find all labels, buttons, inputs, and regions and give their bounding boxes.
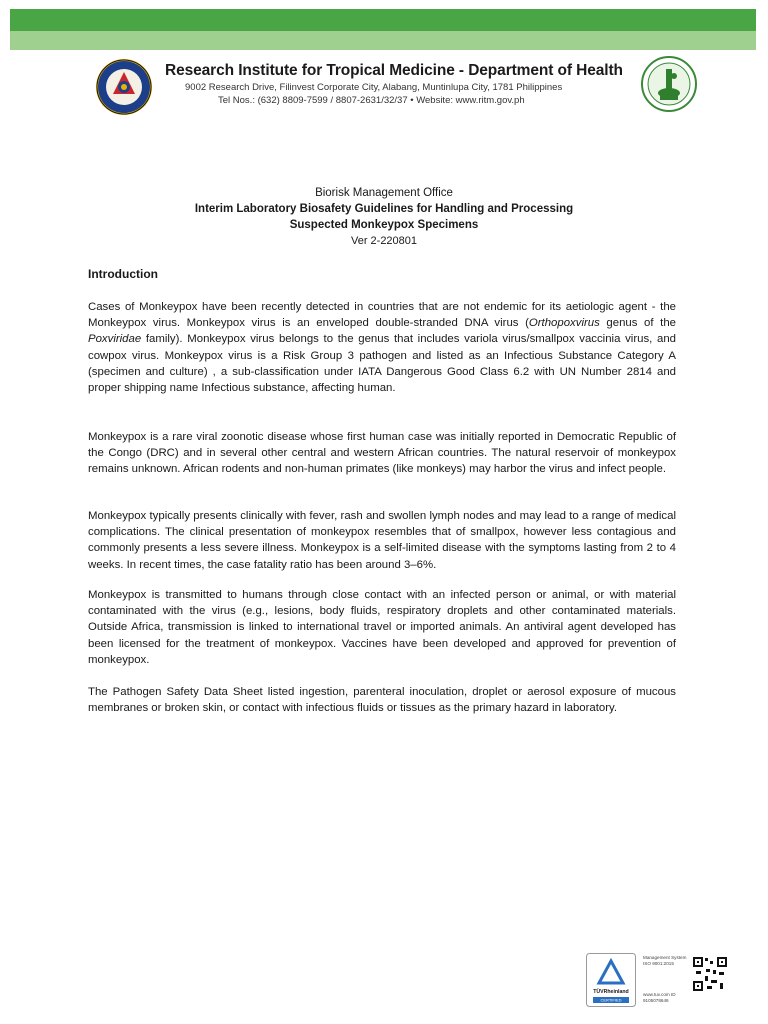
paragraph-1: Cases of Monkeypox have been recently detected in countries that are not endemic for its aetiologic agent - the Monkeypox virus. Monkeypox virus is an enveloped double-stranded DNA virus (Orthopoxvirus genus of the Poxviridae family). Monkeypox virus belongs to the genus that includes variola virus/smallpox vaccinia virus, and cowpox virus. Monkeypox virus is a Risk Group 3 pathogen and listed as an Infectious Substance Category A (specimen and culture) , a sub-classification under IATA Dangerous Good Class 6.2 with UN Number 2814 and proper shipping name Infectious substance, affecting human. bbox=[88, 301, 676, 395]
header-band-dark bbox=[10, 9, 756, 31]
tuv-certification-icon bbox=[586, 953, 636, 1007]
document-version: Ver 2-220801 bbox=[350, 235, 418, 247]
section-heading: Introduction bbox=[88, 267, 158, 281]
paragraph-3: Monkeypox typically presents clinically with fever, rash and swollen lymph nodes and may lead to a range of medical complications. The clinical presentation of monkeypox resembles that of smallpox, however less contagious and commonly presents a less severe illness. Monkeypox is a self-limited disease with the symptoms lasting from 2 to 4 weeks. In recent times, the case fatality ratio has been around 3–6%. bbox=[88, 510, 676, 571]
institution-name: Research Institute for Tropical Medicine - Department of Health bbox=[165, 62, 623, 79]
paragraph-2: Monkeypox is a rare viral zoonotic disease whose first human case was initially reported in Democratic Republic of the Congo (DRC) and in several other central and western African countries. The natural reservoir of monkeypox remains unknown. African rodents and non-human primates (like monkeys) may harbor the virus and infect people. bbox=[88, 431, 676, 476]
paragraph-4: Monkeypox is transmitted to humans through close contact with an infected person or animal, or with material contaminated with the virus (e.g., lesions, body fluids, respiratory droplets and other contaminated materials. Outside Africa, transmission is linked to international travel or imported animals. An antiviral agent developed has been licensed for the treatment of monkeypox. Vaccines have been developed and approved for prevention of monkeypox. bbox=[88, 589, 676, 666]
cert-id-text: www.tuv.com ID 9105078646 bbox=[643, 992, 676, 1003]
institution-contact: Tel Nos.: (632) 8809-7599 / 8807-2631/32/37 • Website: www.ritm.gov.ph bbox=[218, 95, 525, 106]
paragraph-5: The Pathogen Safety Data Sheet listed ingestion, parenteral inoculation, droplet or aerosol exposure of mucous membranes or broken skin, or contact with infectious fluids or tissues as the primary hazard in laboratory. bbox=[88, 686, 676, 715]
cert-brand-text: TÜVRheinland bbox=[593, 989, 629, 995]
document-title-line2: Suspected Monkeypox Specimens bbox=[289, 219, 479, 231]
cert-system-text: Management System ISO 9001:2015 bbox=[643, 955, 687, 966]
header-band-light bbox=[10, 31, 756, 50]
doh-seal-icon bbox=[95, 58, 153, 116]
institution-address: 9002 Research Drive, Filinvest Corporate City, Alabang, Muntinlupa City, 1781 Philippines bbox=[185, 82, 563, 93]
document-title-line1: Interim Laboratory Biosafety Guidelines for Handling and Processing bbox=[194, 203, 574, 215]
office-name: Biorisk Management Office bbox=[315, 187, 453, 199]
cert-label-text: CERTIFIED bbox=[600, 997, 622, 1003]
qr-code-icon bbox=[692, 956, 728, 992]
